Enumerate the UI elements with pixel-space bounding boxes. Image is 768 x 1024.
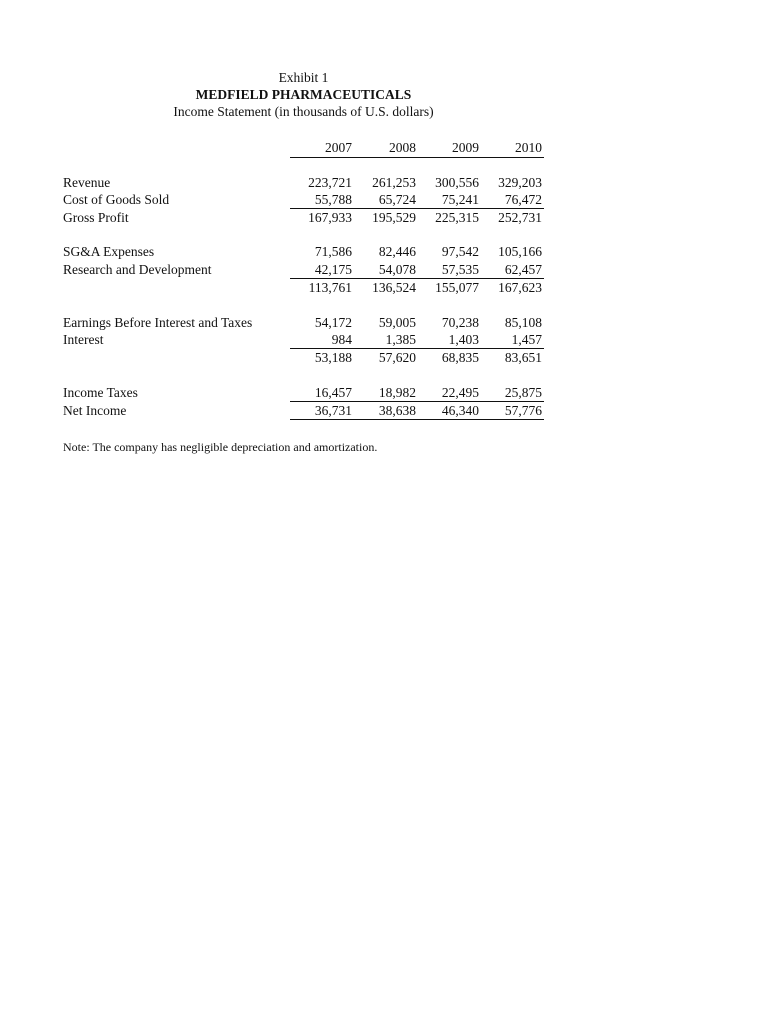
row-label: Cost of Goods Sold [63, 192, 170, 207]
value-cell: 76,472 [504, 192, 542, 207]
value-cell: 16,457 [314, 385, 352, 400]
row-label: Income Taxes [63, 385, 138, 400]
value-cell: 62,457 [504, 262, 542, 277]
value-cell: 57,776 [504, 403, 542, 418]
value-cell: 83,651 [504, 350, 542, 365]
value-cell: 25,875 [504, 385, 542, 400]
value-cell: 167,933 [308, 210, 352, 225]
value-cell: 65,724 [378, 192, 416, 207]
row-label: Gross Profit [63, 210, 129, 225]
total-rule [290, 419, 544, 420]
value-cell: 68,835 [441, 350, 479, 365]
value-cell: 54,172 [314, 315, 352, 330]
value-cell: 261,253 [372, 175, 416, 190]
value-cell: 1,457 [511, 332, 542, 347]
year-header: 2007 [325, 140, 352, 155]
value-cell: 252,731 [498, 210, 542, 225]
value-cell: 59,005 [378, 315, 416, 330]
value-cell: 82,446 [378, 244, 416, 259]
value-cell: 42,175 [314, 262, 352, 277]
value-cell: 136,524 [372, 280, 416, 295]
row-label: Research and Development [63, 262, 212, 277]
value-cell: 223,721 [308, 175, 352, 190]
footnote: Note: The company has negligible depreciation and amortization. [63, 440, 378, 454]
row-label: Earnings Before Interest and Taxes [63, 315, 253, 330]
value-cell: 105,166 [498, 244, 542, 259]
value-cell: 36,731 [314, 403, 352, 418]
value-cell: 46,340 [441, 403, 479, 418]
value-cell: 18,982 [378, 385, 416, 400]
row-label: Interest [63, 332, 104, 347]
value-cell: 54,078 [378, 262, 416, 277]
row-label: Revenue [63, 175, 111, 190]
value-cell: 984 [331, 332, 352, 347]
value-cell: 71,586 [314, 244, 352, 259]
row-label: Net Income [63, 403, 127, 418]
value-cell: 57,620 [378, 350, 416, 365]
value-cell: 38,638 [378, 403, 416, 418]
value-cell: 195,529 [372, 210, 416, 225]
value-cell: 85,108 [504, 315, 542, 330]
value-cell: 75,241 [441, 192, 479, 207]
value-cell: 300,556 [435, 175, 479, 190]
value-cell: 225,315 [435, 210, 479, 225]
value-cell: 155,077 [435, 280, 479, 295]
value-cell: 22,495 [441, 385, 479, 400]
year-header: 2008 [389, 140, 416, 155]
value-cell: 113,761 [308, 280, 352, 295]
value-cell: 97,542 [441, 244, 479, 259]
year-header: 2010 [515, 140, 542, 155]
value-cell: 55,788 [314, 192, 352, 207]
value-cell: 329,203 [498, 175, 542, 190]
value-cell: 57,535 [441, 262, 479, 277]
value-cell: 70,238 [441, 315, 479, 330]
value-cell: 53,188 [314, 350, 352, 365]
exhibit-label: Exhibit 1 [278, 70, 329, 85]
value-cell: 167,623 [498, 280, 542, 295]
row-label: SG&A Expenses [63, 244, 155, 259]
value-cell: 1,403 [448, 332, 479, 347]
header-rule [290, 157, 544, 158]
company-name: MEDFIELD PHARMACEUTICALS [195, 87, 412, 102]
year-header: 2009 [452, 140, 479, 155]
statement-title: Income Statement (in thousands of U.S. dollars) [173, 104, 434, 119]
value-cell: 1,385 [385, 332, 416, 347]
